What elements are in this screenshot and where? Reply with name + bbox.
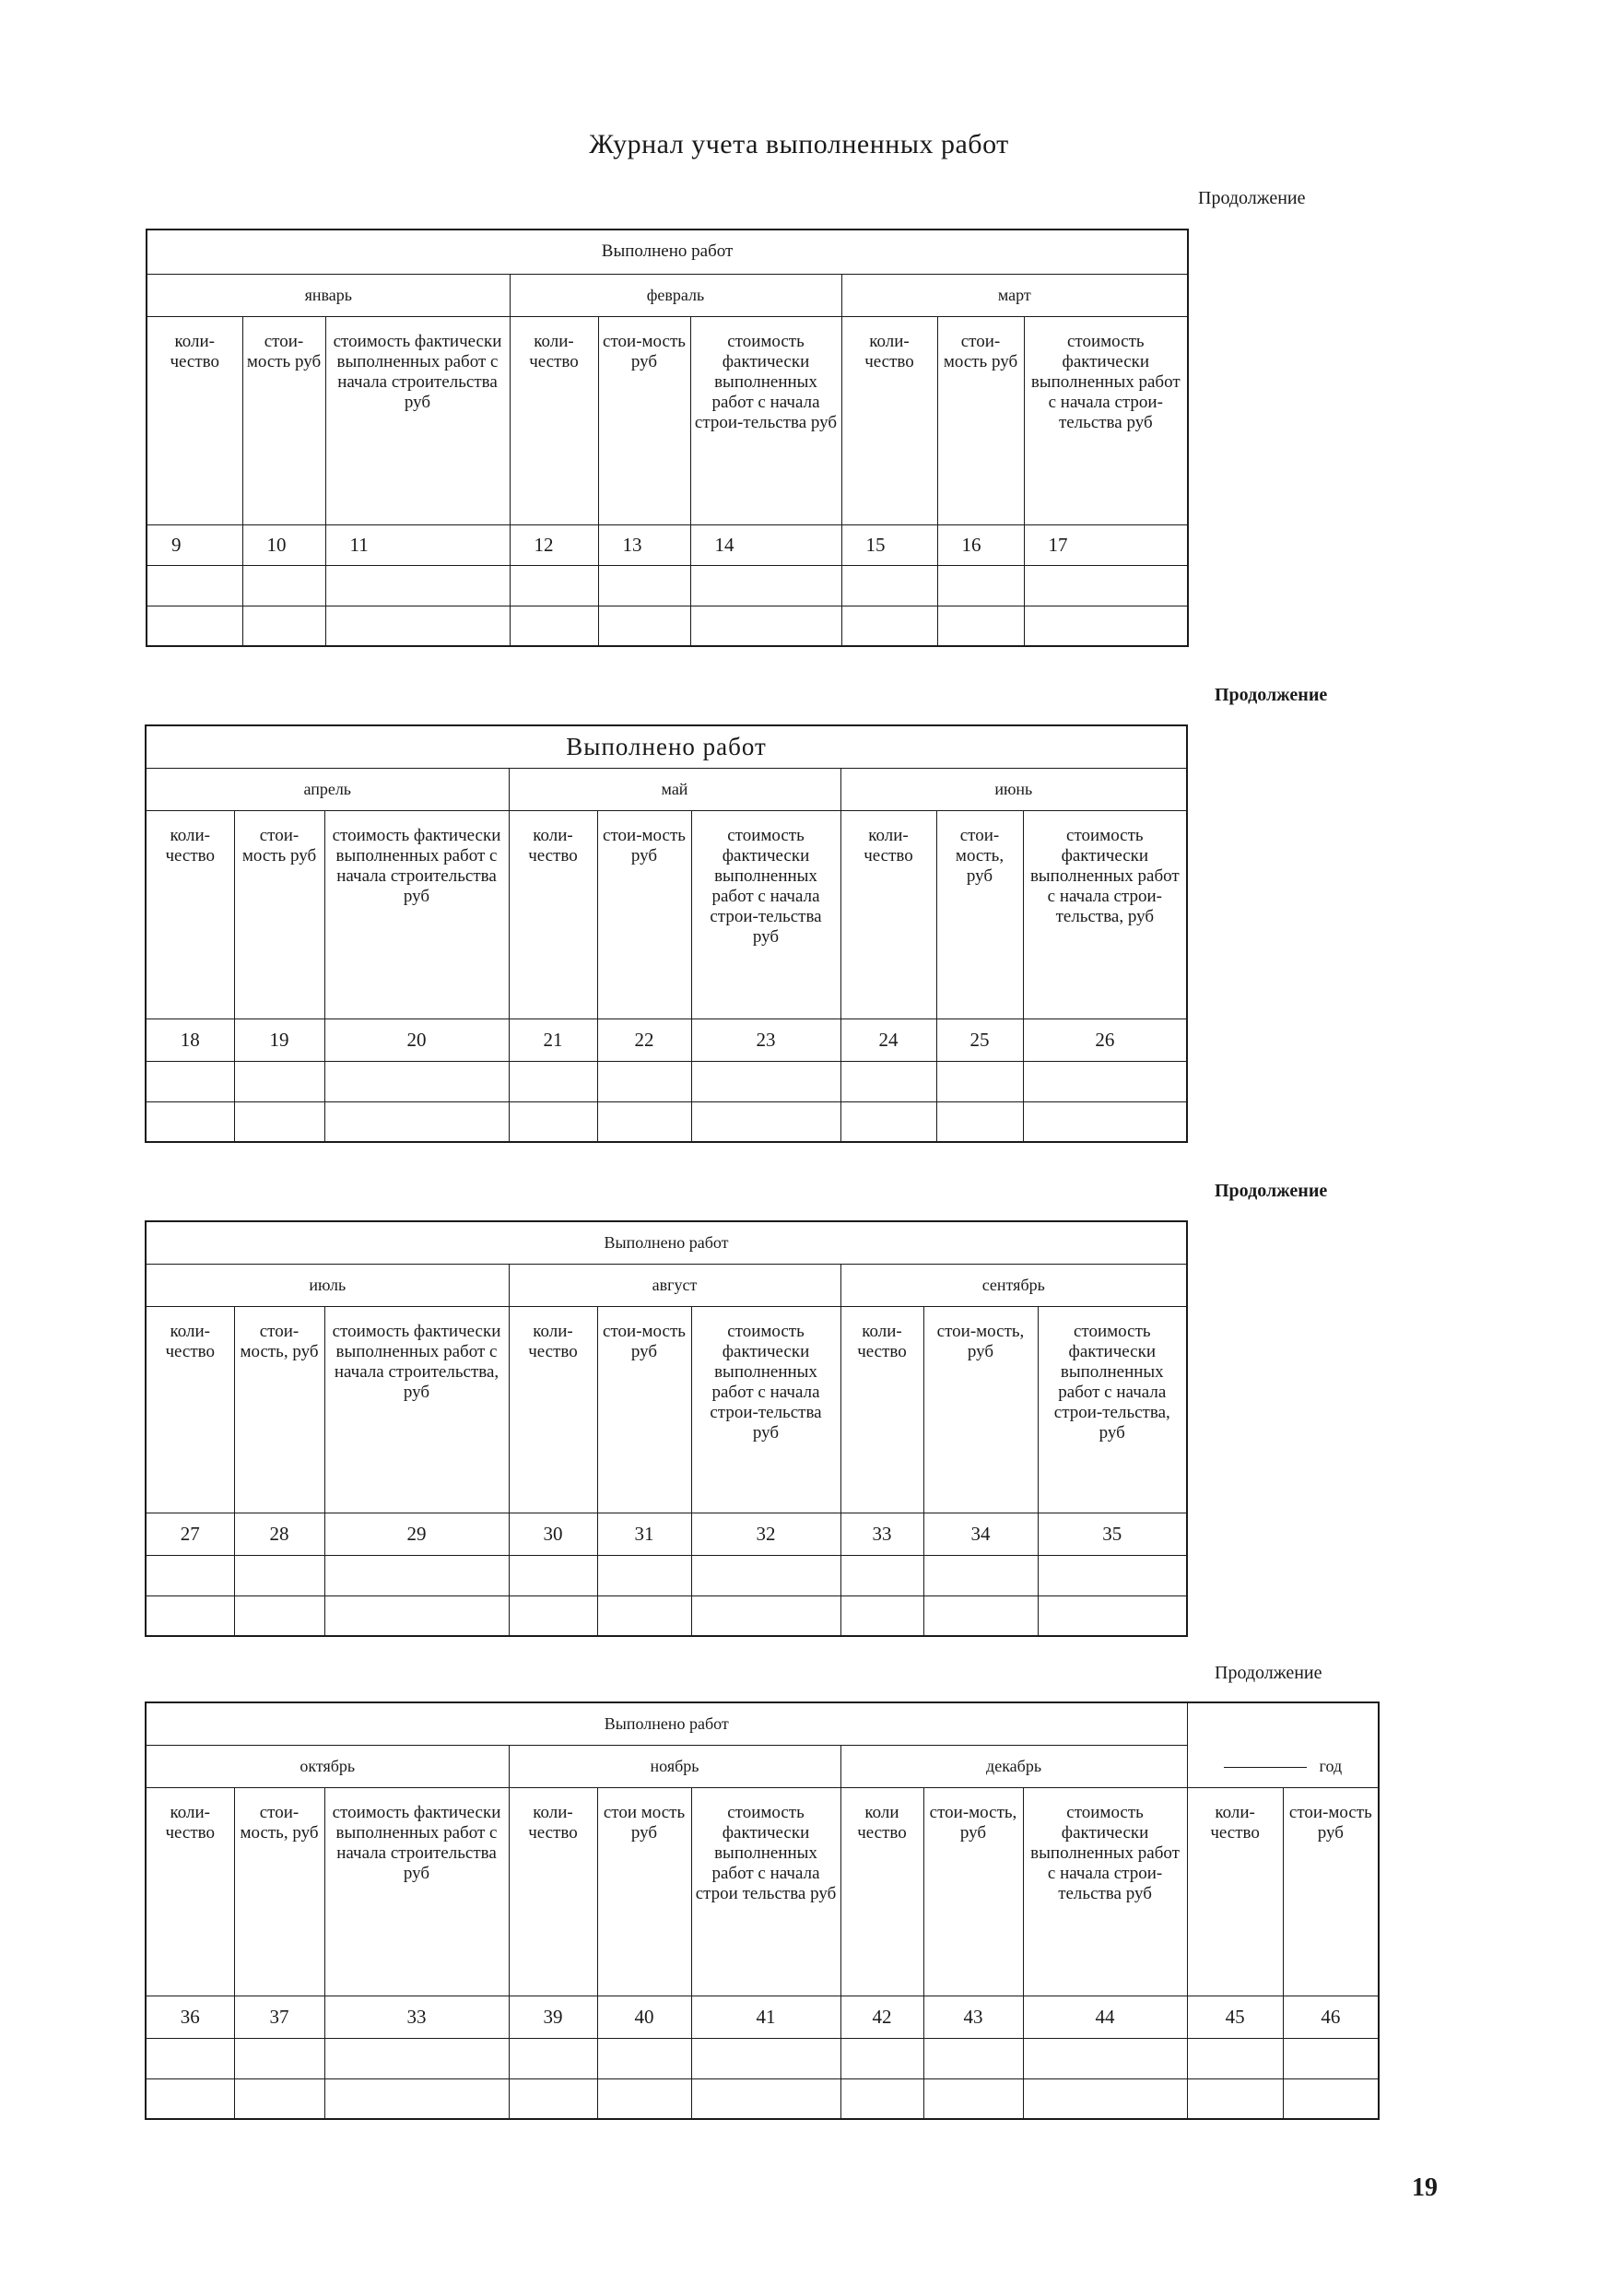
column-number: 17 (1024, 524, 1188, 565)
table-cell[interactable] (937, 606, 1024, 646)
column-header: коли-чество (147, 316, 242, 524)
table-cell[interactable] (840, 1061, 936, 1101)
journal-table-3 (145, 1220, 1188, 1637)
table-row (147, 606, 1188, 646)
column-number: 16 (937, 524, 1024, 565)
table-cell[interactable] (691, 1595, 840, 1636)
group-header: Выполнено работ (146, 1702, 1187, 1745)
month-header: ноябрь (509, 1745, 840, 1787)
table-cell[interactable] (146, 1595, 234, 1636)
page-number: 19 (1412, 2173, 1438, 2202)
column-number: 39 (509, 1996, 597, 2038)
column-number: 37 (234, 1996, 324, 2038)
table-cell[interactable] (234, 1555, 324, 1595)
table-cell[interactable] (147, 565, 242, 606)
table-cell[interactable] (146, 2038, 234, 2078)
column-header: стоимость фактически выполненных работ с начала строительства руб (324, 1787, 509, 1996)
group-header: Выполнено работ (146, 1221, 1187, 1264)
table-cell[interactable] (840, 2078, 923, 2119)
column-number: 40 (597, 1996, 691, 2038)
column-header: коли-чество (146, 1787, 234, 1996)
table-row (146, 2038, 1379, 2078)
column-header: коли-чество (510, 316, 598, 524)
month-header: февраль (510, 274, 841, 316)
table-cell[interactable] (691, 1555, 840, 1595)
table-cell[interactable] (690, 606, 841, 646)
table-cell[interactable] (324, 2078, 509, 2119)
column-header: стоимость фактически выполненных работ с начала строи-тельства, руб (1038, 1306, 1187, 1513)
column-number: 46 (1283, 1996, 1379, 2038)
column-number: 27 (146, 1513, 234, 1555)
column-number: 44 (1023, 1996, 1187, 2038)
table-cell[interactable] (1187, 2078, 1283, 2119)
table-cell[interactable] (598, 606, 690, 646)
column-header: стоимость фактически выполненных работ с начала строительства руб (324, 810, 509, 1018)
column-header: стои-мость руб (598, 316, 690, 524)
column-header: стои-мость руб (1283, 1787, 1379, 1996)
column-header: коли-чество (840, 810, 936, 1018)
table-cell[interactable] (325, 606, 510, 646)
continuation-label-3: Продолжение (1215, 1181, 1328, 1201)
table-cell[interactable] (242, 606, 325, 646)
table-row (146, 1101, 1187, 1142)
table-cell[interactable] (598, 565, 690, 606)
column-header: коли чество (840, 1787, 923, 1996)
table-cell[interactable] (509, 2038, 597, 2078)
column-header: стоимость фактически выполненных работ с начала строи-тельства руб (1023, 1787, 1187, 1996)
column-number: 11 (325, 524, 510, 565)
table-cell[interactable] (1023, 1101, 1187, 1142)
table-cell[interactable] (840, 1555, 923, 1595)
table-cell[interactable] (597, 2078, 691, 2119)
column-number: 19 (234, 1018, 324, 1061)
column-number: 15 (841, 524, 937, 565)
column-header: коли-чество (146, 1306, 234, 1513)
table-cell[interactable] (840, 1595, 923, 1636)
table-cell[interactable] (691, 2078, 840, 2119)
table-cell[interactable] (509, 1555, 597, 1595)
column-header: стоимость фактически выполненных работ с начала строи-тельства, руб (1023, 810, 1187, 1018)
table-cell[interactable] (1023, 1061, 1187, 1101)
column-number: 14 (690, 524, 841, 565)
column-number: 13 (598, 524, 690, 565)
table-cell[interactable] (936, 1061, 1023, 1101)
column-number: 32 (691, 1513, 840, 1555)
table-cell[interactable] (324, 1595, 509, 1636)
column-header: стои-мость, руб (923, 1306, 1038, 1513)
table-cell[interactable] (937, 565, 1024, 606)
table-cell[interactable] (597, 1101, 691, 1142)
table-cell[interactable] (1023, 2038, 1187, 2078)
table-cell[interactable] (691, 1061, 840, 1101)
column-number: 33 (324, 1996, 509, 2038)
month-header: июль (146, 1264, 509, 1306)
column-number: 28 (234, 1513, 324, 1555)
table-cell[interactable] (509, 2078, 597, 2119)
journal-table-4 (145, 1701, 1380, 2120)
table-cell[interactable] (509, 1101, 597, 1142)
column-header: коли-чество (841, 316, 937, 524)
column-number: 25 (936, 1018, 1023, 1061)
column-number: 43 (923, 1996, 1023, 2038)
table-cell[interactable] (242, 565, 325, 606)
table-row (146, 2078, 1379, 2119)
group-header: Выполнено работ (147, 230, 1188, 274)
column-number: 36 (146, 1996, 234, 2038)
table-cell[interactable] (923, 2078, 1023, 2119)
column-number: 33 (840, 1513, 923, 1555)
table-cell[interactable] (923, 1555, 1038, 1595)
column-header: стои-мость, руб (923, 1787, 1023, 1996)
journal-table-1 (146, 229, 1189, 647)
column-header: стоимость фактически выполненных работ с начала строи-тельства руб (1024, 316, 1188, 524)
column-header: стоимость фактически выполненных работ с начала строи тельства руб (691, 1787, 840, 1996)
table-cell[interactable] (1283, 2078, 1379, 2119)
column-number: 23 (691, 1018, 840, 1061)
month-header: сентябрь (840, 1264, 1187, 1306)
column-header: стои-мость руб (597, 810, 691, 1018)
column-number: 31 (597, 1513, 691, 1555)
table-cell[interactable] (234, 2038, 324, 2078)
table-cell[interactable] (325, 565, 510, 606)
column-number: 34 (923, 1513, 1038, 1555)
table-cell[interactable] (1283, 2038, 1379, 2078)
table-cell[interactable] (1038, 1595, 1187, 1636)
column-number: 20 (324, 1018, 509, 1061)
year-header (1187, 1745, 1379, 1787)
column-number: 42 (840, 1996, 923, 2038)
table-cell[interactable] (597, 1555, 691, 1595)
table-cell[interactable] (923, 2038, 1023, 2078)
table-cell[interactable] (1187, 2038, 1283, 2078)
table-cell[interactable] (1024, 565, 1188, 606)
table-cell[interactable] (324, 1061, 509, 1101)
table-cell[interactable] (324, 1101, 509, 1142)
page-title: Журнал учета выполненных работ (589, 129, 1009, 159)
journal-table-2 (145, 724, 1188, 1143)
table-cell[interactable] (1024, 606, 1188, 646)
table-cell[interactable] (597, 1595, 691, 1636)
column-header: стоимость фактически выполненных работ с начала строительства, руб (324, 1306, 509, 1513)
column-header: стои-мость руб (597, 1306, 691, 1513)
column-header: стои-мость, руб (234, 1306, 324, 1513)
table-cell[interactable] (146, 1101, 234, 1142)
column-header: стоимость фактически выполненных работ с начала строи-тельства руб (691, 810, 840, 1018)
table-cell[interactable] (234, 1595, 324, 1636)
column-header: стои-мость руб (234, 810, 324, 1018)
table-cell[interactable] (690, 565, 841, 606)
continuation-label-2: Продолжение (1215, 685, 1328, 705)
table-cell[interactable] (597, 2038, 691, 2078)
table-cell[interactable] (1023, 2078, 1187, 2119)
table-cell[interactable] (509, 1061, 597, 1101)
column-header: коли-чество (840, 1306, 923, 1513)
column-header: коли-чество (509, 810, 597, 1018)
table-cell[interactable] (841, 606, 937, 646)
column-header: стои-мость руб (937, 316, 1024, 524)
table-row (147, 565, 1188, 606)
table-cell[interactable] (936, 1101, 1023, 1142)
table-cell[interactable] (691, 1101, 840, 1142)
table-cell[interactable] (146, 2078, 234, 2119)
group-header: Выполнено работ (146, 725, 1187, 768)
column-number: 24 (840, 1018, 936, 1061)
table-row (146, 1555, 1187, 1595)
column-header: коли-чество (509, 1787, 597, 1996)
column-header: стои-мость, руб (936, 810, 1023, 1018)
column-header: коли-чество (509, 1306, 597, 1513)
column-header: стоимость фактически выполненных работ с начала строительства руб (325, 316, 510, 524)
table-cell[interactable] (147, 606, 242, 646)
table-row (146, 1595, 1187, 1636)
table-cell[interactable] (234, 2078, 324, 2119)
table-cell[interactable] (324, 1555, 509, 1595)
table-cell[interactable] (509, 1595, 597, 1636)
continuation-label-4: Продолжение (1215, 1663, 1322, 1683)
continuation-label-1: Продолжение (1198, 188, 1306, 208)
year-header-top (1187, 1702, 1379, 1745)
month-header: апрель (146, 768, 509, 810)
table-cell[interactable] (324, 2038, 509, 2078)
column-header: стои-мость руб (242, 316, 325, 524)
month-header: январь (147, 274, 510, 316)
table-cell[interactable] (691, 2038, 840, 2078)
month-header: декабрь (840, 1745, 1187, 1787)
table-cell[interactable] (146, 1061, 234, 1101)
month-header: июнь (840, 768, 1187, 810)
column-number: 9 (147, 524, 242, 565)
column-number: 29 (324, 1513, 509, 1555)
table-cell[interactable] (840, 2038, 923, 2078)
column-header: коли-чество (146, 810, 234, 1018)
table-cell[interactable] (841, 565, 937, 606)
month-header: октябрь (146, 1745, 509, 1787)
column-header: стоимость фактически выполненных работ с начала строи-тельства руб (691, 1306, 840, 1513)
column-header: стоимость фактически выполненных работ с начала строи-тельства руб (690, 316, 841, 524)
column-header: стои-мость, руб (234, 1787, 324, 1996)
table-cell[interactable] (1038, 1555, 1187, 1595)
column-number: 35 (1038, 1513, 1187, 1555)
table-cell[interactable] (146, 1555, 234, 1595)
column-number: 18 (146, 1018, 234, 1061)
table-cell[interactable] (234, 1101, 324, 1142)
column-header: коли-чество (1187, 1787, 1283, 1996)
month-header: март (841, 274, 1188, 316)
table-cell[interactable] (510, 565, 598, 606)
column-number: 12 (510, 524, 598, 565)
column-number: 45 (1187, 1996, 1283, 2038)
table-cell[interactable] (234, 1061, 324, 1101)
column-number: 30 (509, 1513, 597, 1555)
column-number: 41 (691, 1996, 840, 2038)
table-cell[interactable] (510, 606, 598, 646)
table-cell[interactable] (840, 1101, 936, 1142)
month-header: май (509, 768, 840, 810)
column-header: стои мость руб (597, 1787, 691, 1996)
column-number: 10 (242, 524, 325, 565)
column-number: 22 (597, 1018, 691, 1061)
month-header: август (509, 1264, 840, 1306)
table-cell[interactable] (923, 1595, 1038, 1636)
column-number: 21 (509, 1018, 597, 1061)
column-number: 26 (1023, 1018, 1187, 1061)
table-row (146, 1061, 1187, 1101)
table-cell[interactable] (597, 1061, 691, 1101)
year-label: год (1319, 1756, 1343, 1775)
year-blank-line[interactable] (1224, 1767, 1307, 1768)
